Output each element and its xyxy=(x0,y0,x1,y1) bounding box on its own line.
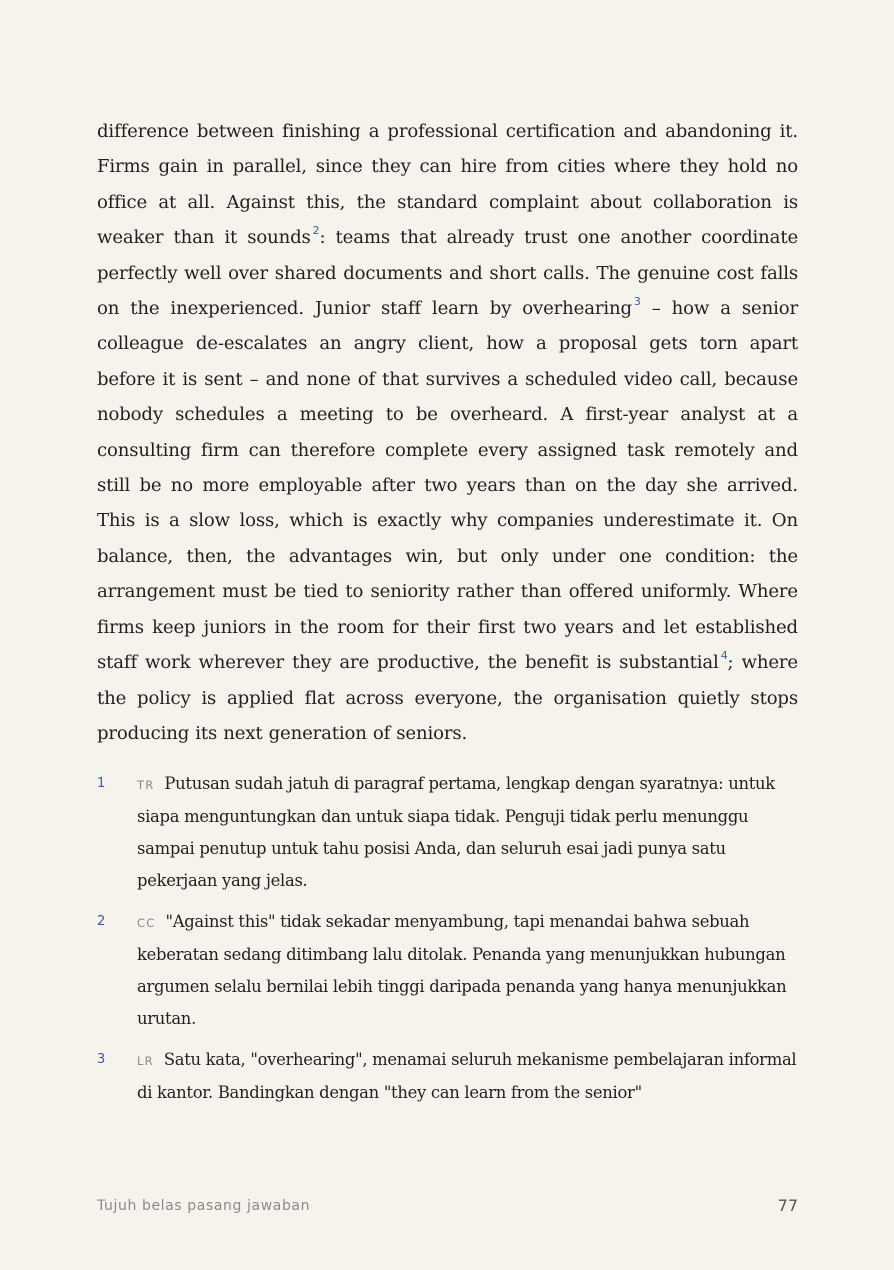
footnote-ref-4[interactable]: 4 xyxy=(720,649,728,663)
footnote-tag: TR xyxy=(137,778,155,792)
footnote-item xyxy=(97,1044,802,1109)
footnote-item xyxy=(97,768,802,897)
body-text-segment: difference between finishing a professional certification and abandoning it. Firms gain in parallel, since they can hire from cities where they hold no office at all. Against this, the standard complaint about collaboration is weaker than it sounds xyxy=(97,121,798,249)
footnote-ref-2[interactable]: 2 xyxy=(312,224,320,238)
footnote-text: Satu kata, "overhearing", menamai seluruh mekanisme pembelajaran informal di kantor. Bandingkan dengan "they can learn from the senior" xyxy=(137,1050,797,1102)
footnote-tag: LR xyxy=(137,1054,154,1068)
footnote-item xyxy=(97,906,802,1035)
body-text-segment: – how a senior colleague de-escalates an angry client, how a proposal gets torn apart before it is sent – and none of that survives a scheduled video call, because nobody schedules a meeting to be overheard. A first-year analyst at a consulting firm can therefore complete every assigned task remotely and still be no more employable after two years than on the day she arrived. This is a slow loss, which is exactly why companies underestimate it. On balance, then, the advantages win, but only under one condition: the arrangement must be tied to seniority rather than offered uniformly. Where firms keep juniors in the room for their first two years and let established staff work wherever they are productive, the benefit is substantial xyxy=(97,298,798,674)
running-footer-title: Tujuh belas pasang jawaban xyxy=(97,1198,311,1214)
footnote-number: 2 xyxy=(97,914,105,929)
body-text-segment: : teams that already trust one another coordinate perfectly well over shared documents and short calls. The genuine cost falls on the inexperienced. Junior staff learn by overhearing xyxy=(97,227,798,320)
footnote-text: Putusan sudah jatuh di paragraf pertama, lengkap dengan syaratnya: untuk siapa menguntungkan dan untuk siapa tidak. Penguji tidak perlu menunggu sampai penutup untuk tahu posisi Anda, dan seluruh esai jadi punya satu pekerjaan yang jelas. xyxy=(137,774,775,890)
page-number: 77 xyxy=(777,1196,798,1215)
footnote-text: "Against this" tidak sekadar menyambung, tapi menandai bahwa sebuah keberatan sedang ditimbang lalu ditolak. Penanda yang menunjukkan hubungan argumen selalu bernilai lebih tinggi daripada penanda yang hanya menunjukkan urutan. xyxy=(137,912,787,1028)
footnote-ref-3[interactable]: 3 xyxy=(633,295,641,308)
body-paragraph xyxy=(97,114,798,751)
footnote-number: 3 xyxy=(97,1052,105,1067)
footnote-tag: CC xyxy=(137,916,156,930)
footnotes-list xyxy=(97,768,802,1118)
footnote-number: 1 xyxy=(97,776,105,791)
body-text-segment: ; where the policy is applied flat across everyone, the organisation quietly stops producing its next generation of seniors. xyxy=(97,652,798,744)
